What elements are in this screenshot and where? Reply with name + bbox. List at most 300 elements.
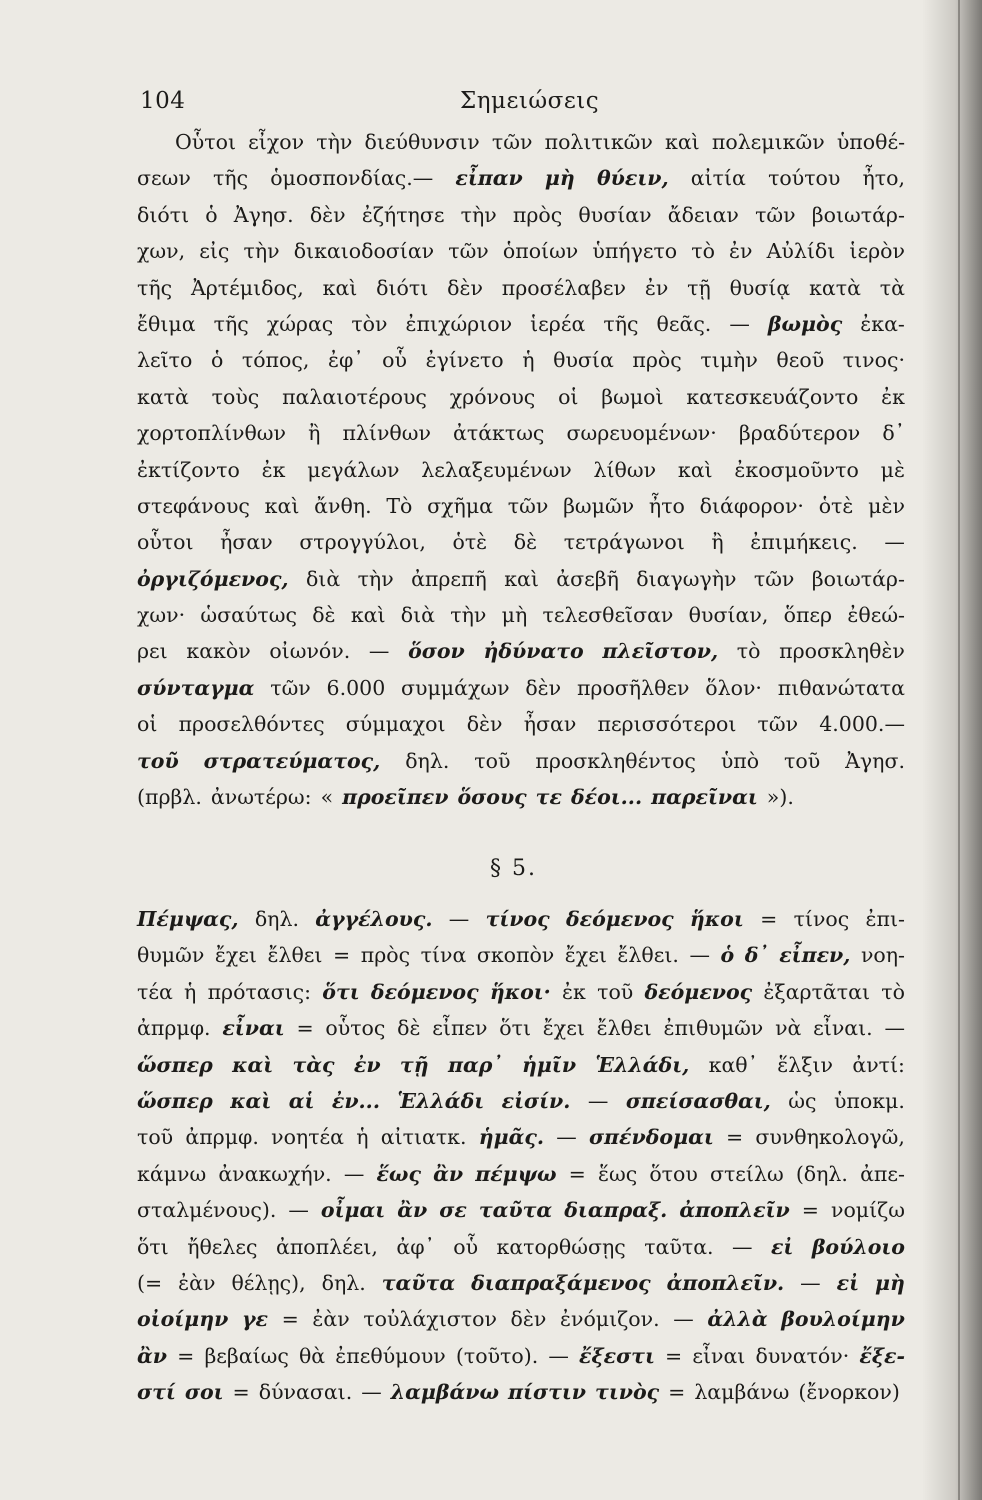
word: πλίνθων: [342, 421, 431, 446]
word: προσελθόντες: [178, 712, 325, 737]
text-line: [137, 785, 905, 821]
text-line: [137, 239, 905, 275]
word: διάφορον·: [699, 493, 804, 518]
word: θυμῶν: [137, 943, 205, 968]
word: τὰ: [879, 275, 905, 300]
word: νὰ: [775, 1016, 802, 1041]
emphasized-word: ταῦτα: [381, 1270, 456, 1295]
word: ἐν: [644, 275, 669, 300]
text-line: [137, 1235, 905, 1271]
word: χων·: [137, 603, 186, 628]
word: —: [884, 530, 905, 555]
word: οὗ: [453, 1234, 479, 1259]
word: ἀπρμφ.: [185, 1125, 259, 1150]
word: τῆς: [212, 166, 249, 191]
word: τόπος,: [241, 348, 310, 373]
word: διαγωγὴν: [636, 566, 737, 591]
word: —: [587, 1088, 609, 1113]
word: τὸ: [691, 239, 715, 264]
word: δὲ: [397, 1016, 421, 1041]
word: ἀνακωχήν.: [218, 1161, 332, 1186]
word: Αὐλίδι: [766, 239, 836, 264]
word: τὴν: [316, 130, 353, 154]
word: ὁτὲ: [818, 493, 854, 518]
word: ἐπεθύμουν: [335, 1343, 446, 1368]
emphasized-word: ἀγγέλους.: [315, 907, 433, 931]
word: »).: [766, 785, 794, 810]
word: =: [726, 1125, 744, 1150]
text-line: [137, 1344, 905, 1380]
word: =: [801, 1198, 819, 1223]
word: —: [343, 1161, 365, 1186]
word: τῶν: [507, 493, 549, 518]
word: βοιωτάρ-: [811, 566, 905, 591]
emphasized-word: εἶπαν: [455, 166, 523, 191]
word: ἢ: [308, 421, 321, 446]
word: βωμοὶ: [601, 384, 664, 409]
word: δηλ.: [321, 1270, 366, 1295]
word: ἱερὸν: [849, 239, 905, 264]
word: =: [668, 1380, 686, 1405]
page-edge-line: [958, 0, 960, 1500]
word: =: [333, 943, 351, 968]
word: Ἀγησ.: [233, 202, 294, 227]
text-line: [137, 1089, 905, 1125]
emphasized-word: βωμὸς: [767, 311, 843, 336]
emphasized-word: δεόμενος: [565, 907, 674, 931]
notes-paragraph-1: [137, 130, 905, 821]
word: διότι: [137, 202, 190, 227]
word: ἐθεώ-: [847, 603, 905, 628]
emphasized-word: ἂν: [433, 1161, 464, 1186]
word: εἰς: [199, 239, 230, 264]
text-line: [137, 458, 905, 494]
word: ὅτι: [137, 1234, 169, 1259]
emphasized-word: εἰ: [770, 1234, 794, 1259]
emphasized-word: Ἑλλάδι: [397, 1088, 485, 1113]
text-line: [137, 639, 905, 675]
word: —: [884, 1016, 905, 1041]
word: πολιτικῶν: [544, 130, 653, 154]
word: λεῖτο: [137, 348, 193, 373]
emphasized-word: ὅσον: [408, 639, 465, 664]
emphasized-word: δεόμενος: [644, 979, 753, 1004]
word: ἐπι-: [865, 907, 905, 931]
word: προσῆλθεν: [576, 675, 690, 700]
word: ἀνωτέρω:: [210, 785, 312, 810]
word: καὶ: [264, 493, 300, 518]
emphasized-word: εἰσίν.: [501, 1088, 571, 1113]
emphasized-word: τοῦ: [137, 748, 179, 773]
word: βεβαίως: [204, 1343, 289, 1368]
word: μὲν: [868, 493, 905, 518]
word: τῆς: [213, 311, 249, 336]
word: θυσίαν,: [688, 603, 769, 628]
word: προσκληθέντος: [535, 748, 696, 773]
word: τὴν: [243, 239, 280, 264]
word: τὴν: [450, 603, 487, 628]
emphasized-word: δ᾽: [744, 943, 769, 968]
word: ἀπε-: [860, 1161, 905, 1186]
word: οἱ: [558, 384, 579, 409]
word: ὑποκμ.: [833, 1088, 905, 1113]
emphasized-word: σπείσασθαι,: [625, 1088, 771, 1113]
text-line: [137, 676, 905, 712]
emphasized-word: ἡμῖν: [521, 1052, 577, 1077]
word: τῶν: [753, 566, 795, 591]
word: τῶν: [448, 239, 489, 264]
word: διότι: [376, 275, 429, 300]
word: ἐκ: [881, 384, 905, 409]
word: βραδύτερον: [738, 421, 861, 446]
word: ὅπερ: [783, 603, 833, 628]
word: κατεσκευάζοντο: [686, 384, 859, 409]
word: ὁμοσπονδίας.—: [270, 166, 434, 191]
emphasized-word: τε: [535, 785, 562, 810]
word: τούτου: [768, 166, 841, 191]
word: ἀτάκτως: [453, 421, 545, 446]
word: ὅτι: [499, 1016, 532, 1041]
word: αἰτιατκ.: [380, 1125, 467, 1150]
word: σκοπὸν: [476, 943, 555, 968]
word: δὲν: [309, 202, 346, 227]
text-line: [137, 1380, 905, 1416]
word: οὗτοι: [137, 530, 194, 555]
word: =: [568, 1161, 586, 1186]
word: προσέλαβεν: [501, 275, 627, 300]
word: ἐὰν: [178, 1270, 216, 1295]
text-line: [137, 749, 905, 785]
emphasized-word: δέοι...: [570, 785, 643, 810]
text-line: [137, 1198, 905, 1234]
word: ἐκα-: [860, 311, 905, 336]
emphasized-word: πέμψω: [475, 1161, 557, 1186]
word: ἐκ: [562, 979, 586, 1004]
text-line: [137, 603, 905, 639]
emphasized-word: παρεῖναι: [651, 785, 758, 810]
page-header: [140, 88, 900, 122]
emphasized-word: ὥσπερ: [137, 1052, 213, 1077]
word: ἐὰν: [312, 1307, 350, 1332]
word: ἕως: [597, 1161, 638, 1186]
page-number: 104: [140, 88, 186, 114]
text-line: [137, 276, 905, 312]
word: =: [281, 1307, 299, 1332]
emphasized-word: καὶ: [232, 1052, 274, 1077]
word: στεφάνους: [137, 493, 250, 518]
word: τῆς: [603, 311, 639, 336]
emphasized-word: ἐν: [353, 1052, 381, 1077]
word: ὁ: [205, 202, 218, 227]
word: κατὰ: [137, 384, 189, 409]
word: πρὸς: [632, 348, 682, 373]
word: —: [448, 907, 470, 931]
emphasized-word: εἶπεν,: [779, 943, 851, 968]
word: =: [177, 1343, 195, 1368]
text-line: [137, 312, 905, 348]
word: προσκληθὲν: [779, 639, 905, 664]
emphasized-word: τινὸς: [595, 1380, 660, 1405]
word: σταλμένους).: [137, 1198, 277, 1223]
word: τοὐλάχιστον: [363, 1307, 497, 1332]
emphasized-word: εἶναι: [222, 1016, 285, 1041]
word: (πρβλ.: [137, 785, 202, 810]
word: ἢ: [711, 530, 724, 555]
text-line: [137, 1162, 905, 1198]
word: —: [368, 639, 390, 664]
word: παλαιοτέρους: [282, 384, 427, 409]
word: διὰ: [400, 603, 436, 628]
emphasized-word: ὅσους: [457, 785, 527, 810]
word: δὲν: [466, 712, 503, 737]
word: ἀντί:: [852, 1052, 905, 1077]
word: 4.000.—: [819, 712, 905, 737]
notes-paragraph-2: [137, 907, 905, 1416]
word: τῆς: [137, 275, 173, 300]
emphasized-word: οἰοίμην: [137, 1307, 229, 1332]
word: καὶ: [677, 457, 713, 482]
text-line: [137, 530, 905, 566]
emphasized-word: πλεῖστον,: [602, 639, 719, 664]
word: =: [296, 1016, 314, 1041]
word: τῶν: [491, 130, 533, 154]
text-line: [137, 1307, 905, 1343]
word: τέα: [137, 979, 173, 1004]
word: σεων: [137, 166, 191, 191]
word: τὴν: [460, 202, 497, 227]
word: —: [732, 1234, 753, 1259]
word: ἄδειαν: [667, 202, 739, 227]
word: ἐνόμιζον.: [559, 1307, 660, 1332]
word: τὸν: [351, 311, 388, 336]
word: στρογγύλοι,: [299, 530, 426, 555]
word: κάμνω: [137, 1161, 207, 1186]
word: περισσότεροι: [597, 712, 737, 737]
word: —: [288, 1198, 309, 1223]
emphasized-word: οἶμαι: [320, 1198, 386, 1223]
emphasized-word: ἡμᾶς.: [478, 1125, 545, 1150]
text-line: [137, 1125, 905, 1161]
emphasized-word: ὁ: [720, 943, 735, 968]
word: ἔχει: [214, 943, 257, 968]
word: ἀσεβῆ: [556, 566, 619, 591]
word: δὲν: [510, 1307, 547, 1332]
emphasized-word: Πέμψας,: [137, 907, 239, 931]
word: δικαιοδοσίαν: [293, 239, 435, 264]
text-line: [137, 421, 905, 457]
word: τοῦ: [137, 1125, 174, 1150]
word: τίνος: [793, 907, 850, 931]
word: =: [232, 1380, 250, 1405]
word: εἶπεν: [432, 1016, 488, 1041]
word: δὲ: [513, 530, 538, 555]
word: βωμῶν: [563, 493, 635, 518]
word: Οὗτοι: [175, 130, 236, 154]
word: κακὸν: [186, 639, 251, 664]
word: =: [665, 1343, 683, 1368]
emphasized-word: μὴ: [874, 1270, 905, 1295]
word: ἀποπλέει,: [275, 1234, 378, 1259]
word: κατορθώσῃς: [496, 1234, 626, 1259]
word: ἡ: [356, 1125, 369, 1150]
emphasized-word: τὰς: [292, 1052, 335, 1077]
emphasized-word: ὥσπερ: [137, 1088, 213, 1113]
word: ἔλθει: [267, 943, 323, 968]
word: —: [800, 1270, 821, 1295]
word: οἱ: [137, 712, 158, 737]
word: δηλ.: [254, 907, 299, 931]
emphasized-word: ἔξε-: [859, 1343, 905, 1368]
word: οὗτος: [325, 1016, 386, 1041]
word: ρει: [137, 639, 168, 664]
word: (ἔνορκον): [798, 1380, 900, 1405]
word: Τὸ: [386, 493, 413, 518]
word: σχῆμα: [427, 493, 494, 518]
word: χων,: [137, 239, 186, 264]
emphasized-word: στρατεύματος,: [203, 748, 381, 773]
word: ὁ: [210, 348, 224, 373]
word: δὲν: [525, 675, 562, 700]
emphasized-word: ἕως: [376, 1161, 421, 1186]
word: Ἀγησ.: [845, 748, 905, 773]
word: χρόνους: [449, 384, 536, 409]
word: ἐν: [729, 239, 753, 264]
word: τοῦ: [474, 748, 511, 773]
emphasized-word: βουλοίμην: [781, 1307, 905, 1332]
word: θυσίαν: [578, 202, 652, 227]
word: ἀφ᾽: [396, 1234, 435, 1259]
text-line: [137, 385, 905, 421]
emphasized-word: διαπραξ.: [564, 1198, 668, 1223]
emphasized-word: σύνταγμα: [137, 675, 255, 700]
word: ὡς: [788, 1088, 817, 1113]
word: δὲν: [447, 275, 483, 300]
word: θυσίᾳ: [729, 275, 791, 300]
word: ἐξαρτᾶται: [763, 979, 870, 1004]
word: στείλω: [709, 1161, 784, 1186]
emphasized-word: ἂν: [137, 1343, 167, 1368]
word: καὶ: [504, 566, 539, 591]
word: σύμμαχοι: [345, 712, 446, 737]
word: ἐφ᾽: [327, 348, 364, 373]
word: ἐπιθυμῶν: [663, 1016, 764, 1041]
emphasized-word: προεῖπεν: [342, 785, 449, 810]
emphasized-word: ἔξεστι: [579, 1343, 655, 1368]
word: δὲ: [312, 603, 336, 628]
word: τιμὴν: [700, 348, 758, 373]
word: (=: [137, 1270, 163, 1295]
word: πολεμικῶν: [711, 130, 825, 154]
word: ἐκτίζοντο: [137, 457, 240, 482]
word: δυνατόν·: [755, 1343, 850, 1368]
emphasized-word: σπένδομαι: [588, 1125, 714, 1150]
word: πρότασις:: [207, 979, 312, 1004]
word: συνθηκολογῶ,: [755, 1125, 905, 1150]
word: ἔχει: [542, 1016, 585, 1041]
emphasized-word: τίνος: [485, 907, 550, 931]
word: ὅλον·: [705, 675, 762, 700]
word: τοῦ: [784, 748, 821, 773]
word: ἔχει: [564, 943, 607, 968]
word: ἐγίνετο: [425, 348, 504, 373]
emphasized-word: ἀλλὰ: [707, 1307, 768, 1332]
text-line: [137, 1053, 905, 1089]
word: ταῦτα.: [644, 1234, 714, 1259]
emphasized-word: ἥκοι·: [489, 979, 551, 1004]
word: πρὸς: [512, 202, 563, 227]
page-edge-shadow: [922, 0, 982, 1500]
text-line: [137, 980, 905, 1016]
word: ἦσαν: [220, 530, 273, 555]
word: τελεσθεῖσαν: [542, 603, 674, 628]
emphasized-word: ὀργιζόμενος,: [137, 566, 289, 591]
text-line: [137, 494, 905, 530]
emphasized-word: σε: [439, 1198, 467, 1223]
word: ἤθελες: [187, 1234, 258, 1259]
word: ὁτὲ: [452, 530, 488, 555]
word: ὑπὸ: [720, 748, 760, 773]
word: θεᾶς.: [656, 311, 712, 336]
text-line: [137, 1016, 905, 1052]
word: ἔλθει: [596, 1016, 652, 1041]
emphasized-word: διαπραξάμενος: [471, 1270, 651, 1295]
emphasized-word: βούλοιο: [811, 1234, 905, 1259]
emphasized-word: στί: [137, 1380, 176, 1405]
emphasized-word: καὶ: [230, 1088, 272, 1113]
word: κατὰ: [809, 275, 861, 300]
emphasized-word: αἱ: [288, 1088, 315, 1113]
word: =: [760, 907, 778, 931]
text-line: [137, 166, 905, 202]
emphasized-word: δεόμενος: [370, 979, 479, 1004]
word: θὰ: [298, 1343, 326, 1368]
word: νοη-: [860, 943, 905, 968]
word: ἐζήτησε: [361, 202, 445, 227]
word: τῶν: [757, 712, 799, 737]
emphasized-word: λαμβάνω: [390, 1380, 500, 1405]
word: τίνα: [420, 943, 467, 968]
word: τινος·: [842, 348, 905, 373]
word: θυσία: [553, 348, 614, 373]
word: εἶχον: [248, 130, 305, 154]
word: ὡσαύτως: [200, 603, 297, 628]
word: συμμάχων: [401, 675, 510, 700]
word: (τοῦτο).: [455, 1343, 539, 1368]
word: ἔθιμα: [137, 311, 196, 336]
emphasized-word: ἐν...: [331, 1088, 380, 1113]
word: μεγάλων: [307, 457, 400, 482]
word: 6.000: [326, 675, 386, 700]
text-line: [137, 712, 905, 748]
word: τῶν: [270, 675, 311, 700]
running-title: Σημειώσεις: [460, 88, 600, 114]
word: τὸ: [736, 639, 761, 664]
word: ἦτο,: [862, 166, 905, 191]
word: τὴν: [357, 566, 394, 591]
text-line: [137, 567, 905, 603]
word: ἱερέα: [530, 311, 586, 336]
word: πρὸς: [360, 943, 411, 968]
word: καὶ: [322, 275, 358, 300]
word: μὲ: [880, 457, 905, 482]
word: τοὺς: [211, 384, 260, 409]
word: εἶναι.: [813, 1016, 873, 1041]
word: πιθανώτατα: [777, 675, 905, 700]
word: τετράγωνοι: [563, 530, 685, 555]
word: (δηλ.: [795, 1161, 848, 1186]
word: καὶ: [350, 603, 386, 628]
word: νοητέα: [271, 1125, 345, 1150]
